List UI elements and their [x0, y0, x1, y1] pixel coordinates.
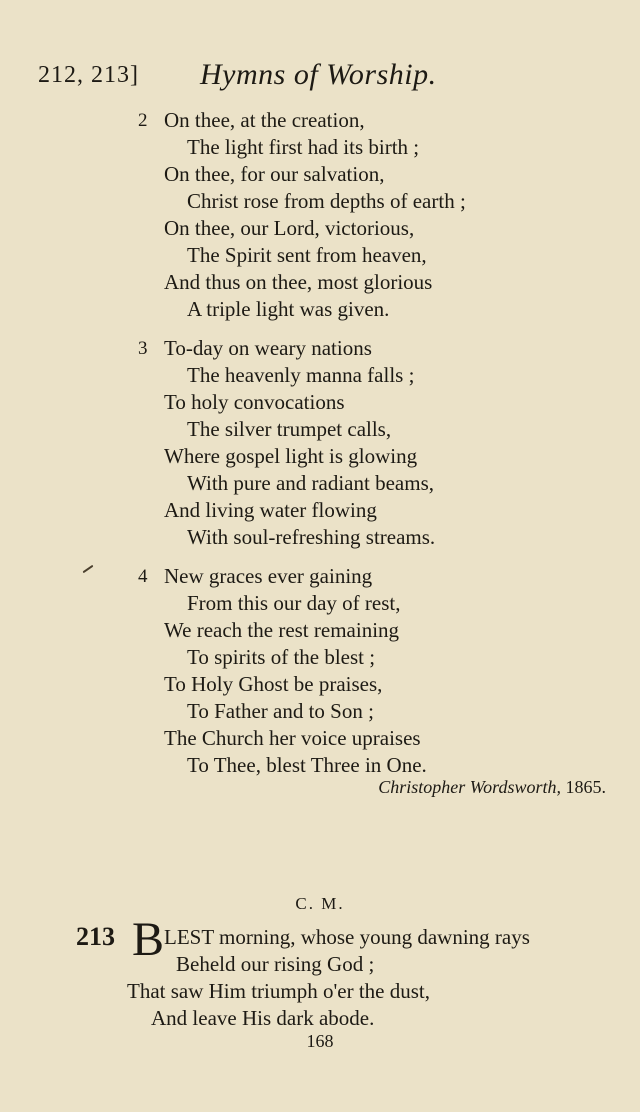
- stanza-number: 4: [138, 566, 148, 587]
- verse-line: To Thee, blest Three in One.: [187, 753, 427, 777]
- running-title: Hymns of Worship.: [200, 58, 437, 91]
- hymn-number: 213: [76, 922, 115, 951]
- verse-line: Christ rose from depths of earth ;: [187, 189, 466, 213]
- pen-mark: [83, 565, 94, 574]
- verse-line: A triple light was given.: [187, 297, 390, 321]
- verse-line: To-day on weary nations: [164, 336, 372, 360]
- verse-line: We reach the rest remaining: [164, 618, 400, 642]
- verse-line: With pure and radiant beams,: [187, 471, 434, 495]
- verse-line: LEST morning, whose young dawning rays: [164, 925, 530, 949]
- stanza-number: 2: [138, 110, 148, 131]
- hymn-numbers: 212, 213]: [38, 62, 139, 88]
- verse-line: To spirits of the blest ;: [187, 645, 376, 669]
- verse-line: To Holy Ghost be praises,: [164, 672, 383, 696]
- attribution: [378, 777, 606, 798]
- meter-label: C. M.: [295, 894, 345, 913]
- verse-line: The Church her voice upraises: [164, 726, 421, 750]
- verse-line: New graces ever gaining: [164, 564, 373, 588]
- verse-line: The silver trumpet calls,: [187, 417, 392, 441]
- verse-line: Where gospel light is glowing: [164, 444, 418, 468]
- verse-line: The light first had its birth ;: [187, 135, 420, 159]
- verse-line: That saw Him triumph o'er the dust,: [127, 979, 430, 1003]
- author-name: Christopher Wordsworth,: [378, 777, 561, 797]
- verse-line: To holy convocations: [164, 390, 345, 414]
- verse-line: And thus on thee, most glorious: [164, 270, 433, 294]
- page-number: 168: [306, 1031, 334, 1051]
- verse-line: The heavenly manna falls ;: [187, 363, 415, 387]
- verse-line: On thee, our Lord, victorious,: [164, 216, 415, 240]
- verse-line: With soul-refreshing streams.: [187, 525, 436, 549]
- author-year: 1865.: [565, 777, 606, 797]
- verse-line: And leave His dark abode.: [151, 1006, 375, 1030]
- verse-line: To Father and to Son ;: [187, 699, 374, 723]
- stanza-number: 3: [138, 338, 148, 359]
- verse-line: On thee, at the creation,: [164, 108, 365, 132]
- drop-cap: B: [132, 913, 165, 966]
- verse-line: The Spirit sent from heaven,: [187, 243, 427, 267]
- verse-line: And living water flowing: [164, 498, 377, 522]
- running-head: [38, 58, 618, 94]
- verse-line: On thee, for our salvation,: [164, 162, 385, 186]
- verse-line: From this our day of rest,: [187, 591, 401, 615]
- verse-line: Beheld our rising God ;: [176, 952, 375, 976]
